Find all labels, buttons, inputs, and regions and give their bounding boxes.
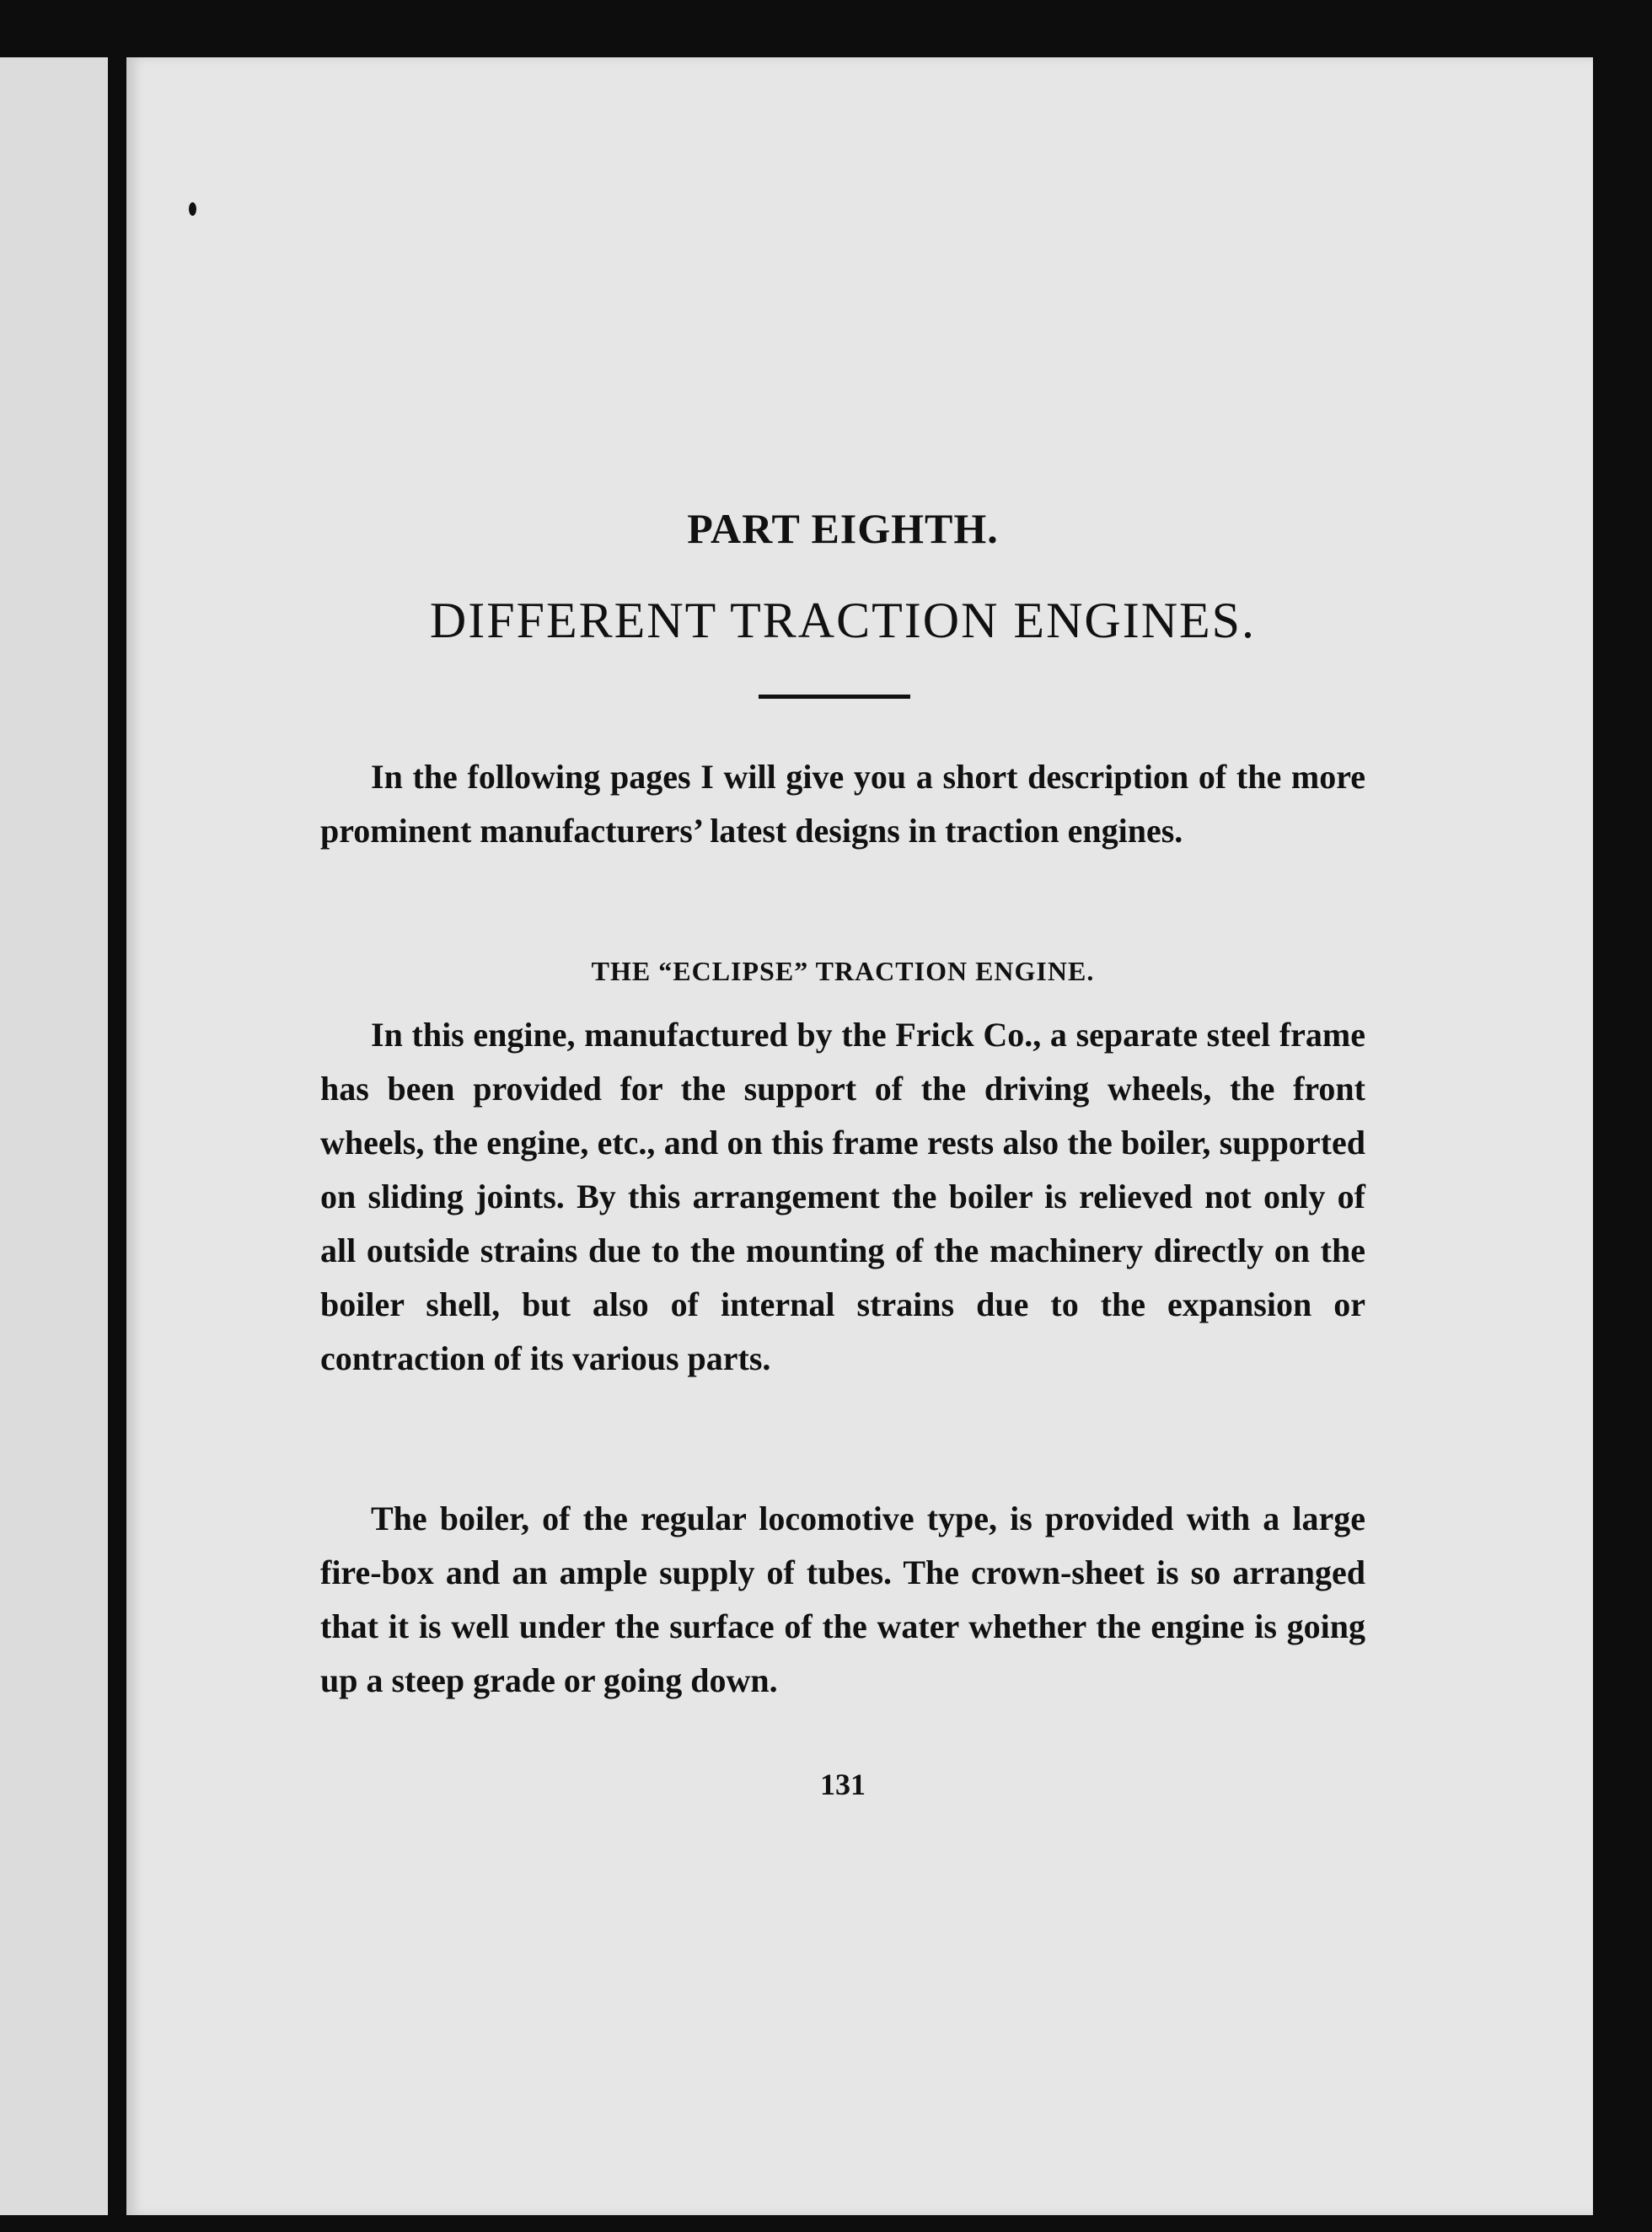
left-page-edge <box>0 57 108 2215</box>
section-heading: THE “ECLIPSE” TRACTION ENGINE. <box>591 956 1095 986</box>
body-paragraph-2: The boiler, of the regular locomotive type, is provided with a large fire-box and an ample supply of tubes. The crown-sheet is so arranged that it is well under the surface of the water whether the engine is going up a steep grade or going down. <box>320 1500 1365 1699</box>
title-divider <box>759 695 910 699</box>
part-title: PART EIGHTH. <box>687 505 999 552</box>
page-mark <box>189 202 196 216</box>
body-paragraph-1: In this engine, manufactured by the Frick Co., a separate steel frame has been provided for the support of the driving wheels, the front wheels, the engine, etc., and on this frame rests also the boiler, supported on sliding joints. By this arrangement the boiler is relieved not only of all outside strains due to the mounting of the machinery directly on the boiler shell, but also of internal strains due to the expansion or contraction of its various parts. <box>320 1016 1365 1377</box>
intro-paragraph: In the following pages I will give you a short description of the more prominent manufacturers’ latest designs in traction engines. <box>320 758 1365 850</box>
page-number: 131 <box>820 1768 866 1801</box>
chapter-title: DIFFERENT TRACTION ENGINES. <box>429 593 1257 648</box>
